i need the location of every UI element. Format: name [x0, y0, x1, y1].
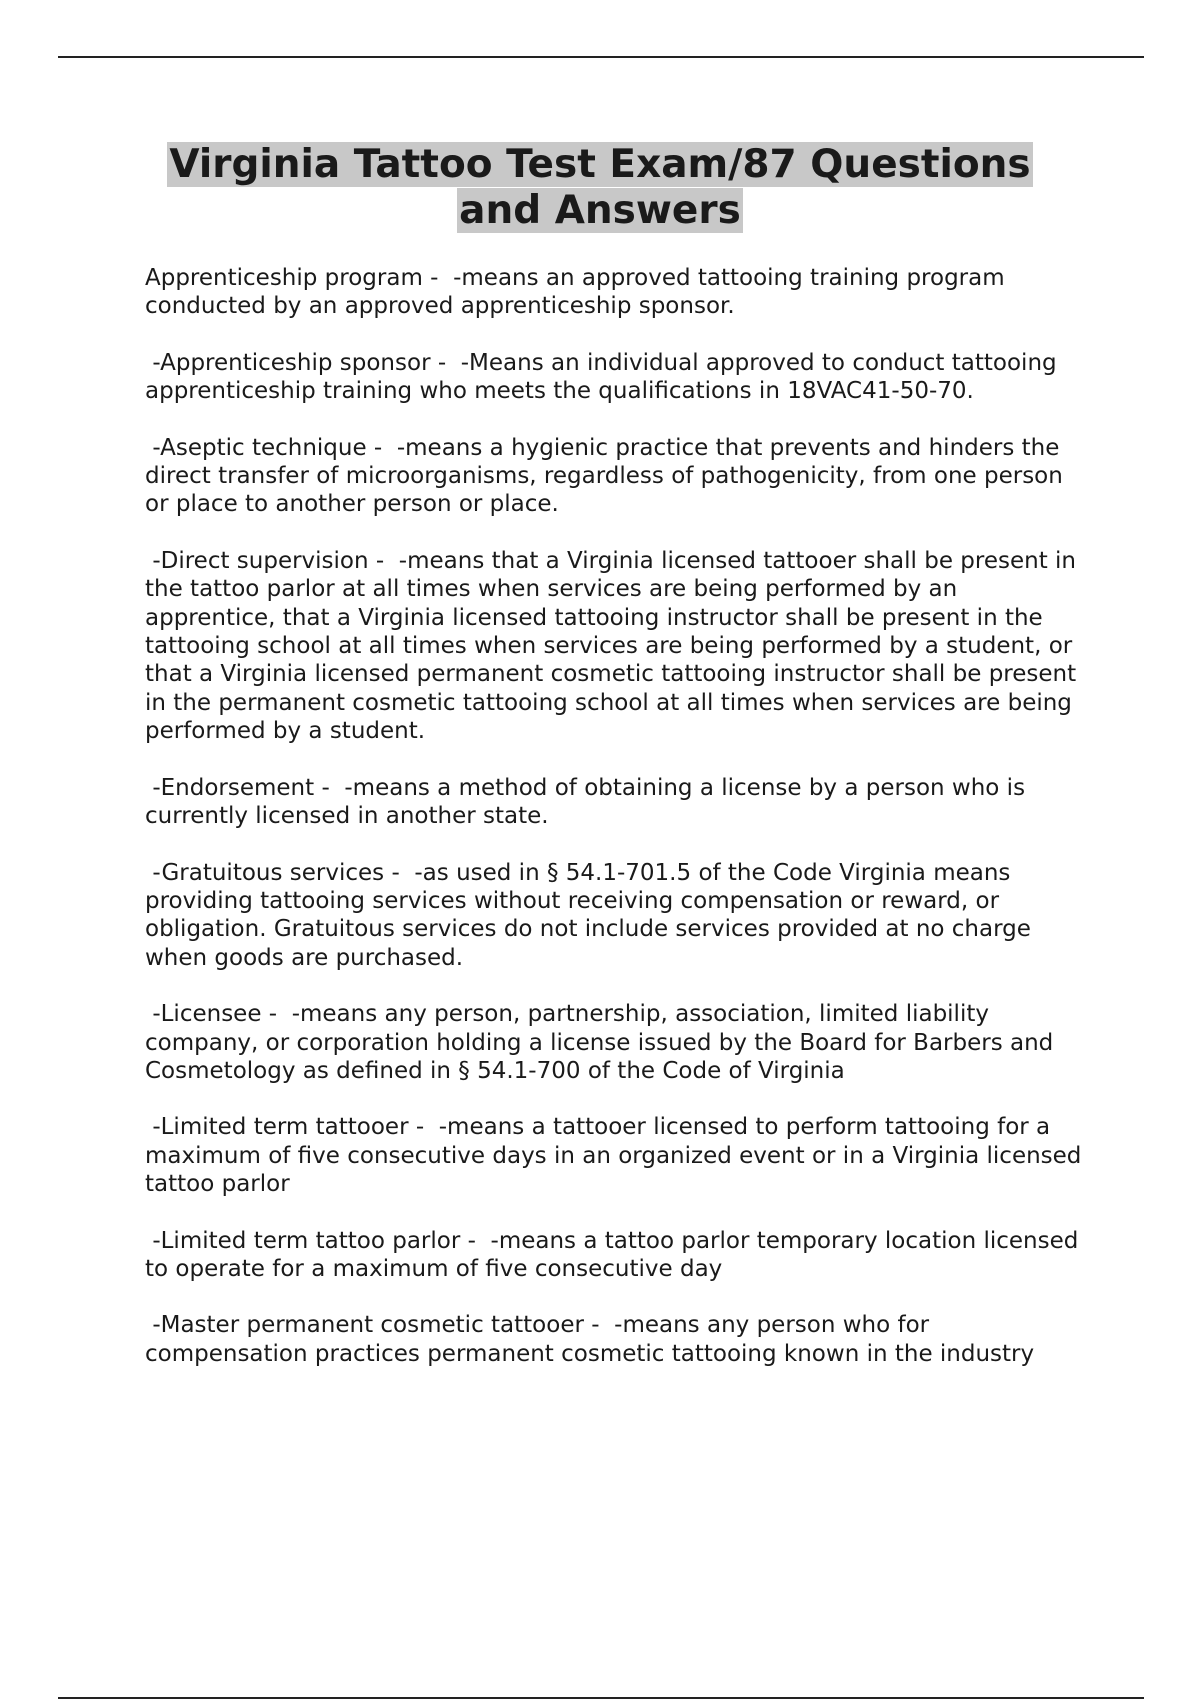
- entry-licensee: -Licensee - -means any person, partnership, association, limited liability company, or corporation holding a license issued by the Board for Barbers and Cosmetology as defined in § 54.1-700 of the Code of Virginia: [145, 1001, 1061, 1084]
- entry-apprenticeship-program: Apprenticeship program - -means an approved tattooing training program conducted by an approved apprenticeship sponsor.: [145, 265, 1012, 320]
- bottom-rule: [58, 1697, 1144, 1699]
- top-rule: [58, 56, 1144, 58]
- entry-limited-term-tattoo-parlor: -Limited term tattoo parlor - -means a tattoo parlor temporary location licensed to operate for a maximum of five consecutive day: [145, 1227, 1086, 1282]
- entry-apprenticeship-sponsor: -Apprenticeship sponsor - -Means an individual approved to conduct tattooing apprenticeship training who meets the qualifications in 18VAC41-50-70.: [145, 349, 1064, 405]
- entry-master-permanent-cosmetic-tattooer: -Master permanent cosmetic tattooer - -means any person who for compensation practices permanent cosmetic tattooing known in the industry: [145, 1312, 1035, 1367]
- entry-gratuitous-services: -Gratuitous services - -as used in § 54.1-701.5 of the Code Virginia means providing tattooing services without receiving compensation or reward, or obligation. Gratuitous services do not include services provided at no charge when goods are purchased.: [145, 859, 1039, 971]
- entry-aseptic-technique: -Aseptic technique - -means a hygienic practice that prevents and hinders the direct transfer of microorganisms, regardless of pathogenicity, from one person or place to another person or place.: [145, 434, 1071, 518]
- title-highlight: Virginia Tattoo Test Exam/87 Questions and Answers: [169, 142, 1031, 233]
- entry-direct-supervision: -Direct supervision - -means that a Virginia licensed tattooer shall be present in the tattoo parlor at all times when services are being performed by an apprentice, that a Virginia licensed tattooing instructor shall be present in the tattooing school at all times when services are being performed by a student, or that a Virginia licensed permanent cosmetic tattooing instructor shall be present in the permanent cosmetic tattooing school at all times when services are being performed by a student.: [145, 547, 1084, 745]
- document-body: [145, 264, 1090, 1396]
- document-title: [145, 142, 1055, 234]
- entry-endorsement: -Endorsement - -means a method of obtaining a license by a person who is currently licensed in another state.: [145, 774, 1033, 830]
- entry-limited-term-tattooer: -Limited term tattooer - -means a tattooer licensed to perform tattooing for a maximum of five consecutive days in an organized event or in a Virginia licensed tattoo parlor: [145, 1114, 1089, 1198]
